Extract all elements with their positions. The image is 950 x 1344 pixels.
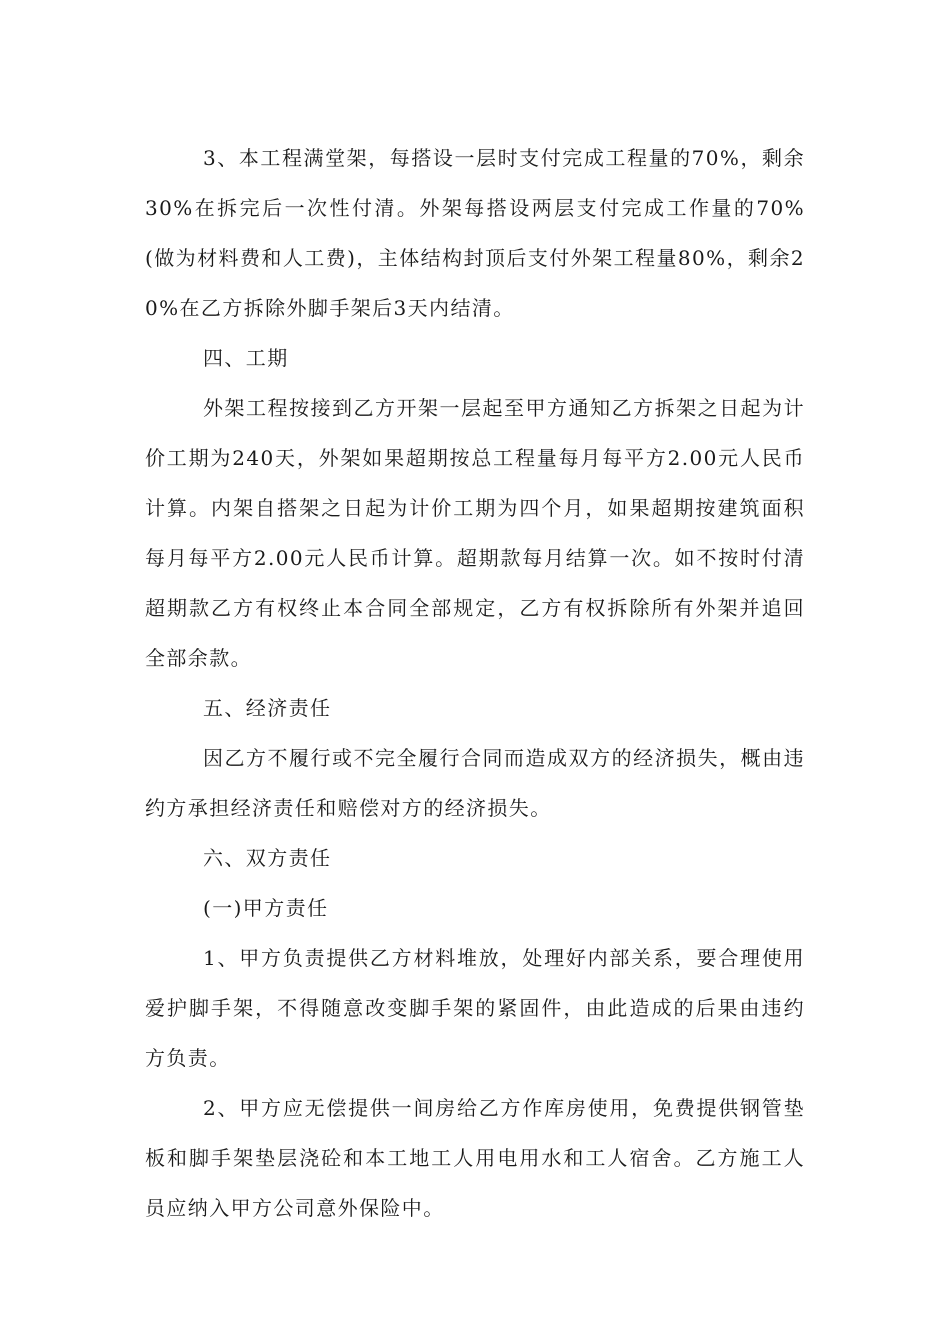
economic-liability-paragraph: 因乙方不履行或不完全履行合同而造成双方的经济损失，概由违约方承担经济责任和赔偿对方的经济损失。 [145,746,805,820]
clause-3-payment: 3、本工程满堂架，每搭设一层时支付完成工程量的70%，剩余30%在拆完后一次性付清。外架每搭设两层支付完成工作量的70%(做为材料费和人工费)，主体结构封顶后支付外架工程量80%，剩余20%在乙方拆除外脚手架后3天内结清。 [145,146,805,320]
party-a-clause-1: 1、甲方负责提供乙方材料堆放，处理好内部关系，要合理使用爱护脚手架，不得随意改变脚手架的紧固件，由此造成的后果由违约方负责。 [145,946,805,1070]
document-body [145,133,805,1233]
section-heading-schedule: 四、工期 [203,346,289,370]
schedule-paragraph: 外架工程按接到乙方开架一层起至甲方通知乙方拆架之日起为计价工期为240天，外架如果超期按总工程量每月每平方2.00元人民币计算。内架自搭架之日起为计价工期为四个月，如果超期按建筑面积每月每平方2.00元人民币计算。超期款每月结算一次。如不按时付清超期款乙方有权终止本合同全部规定，乙方有权拆除所有外架并追回全部余款。 [145,396,805,670]
section-heading-economic-liability: 五、经济责任 [203,696,332,720]
section-heading-mutual-responsibilities: 六、双方责任 [203,846,332,870]
subsection-heading-party-a: (一)甲方责任 [203,896,329,920]
party-a-clause-2: 2、甲方应无偿提供一间房给乙方作库房使用，免费提供钢管垫板和脚手架垫层浇砼和本工地工人用电用水和工人宿舍。乙方施工人员应纳入甲方公司意外保险中。 [145,1096,805,1220]
